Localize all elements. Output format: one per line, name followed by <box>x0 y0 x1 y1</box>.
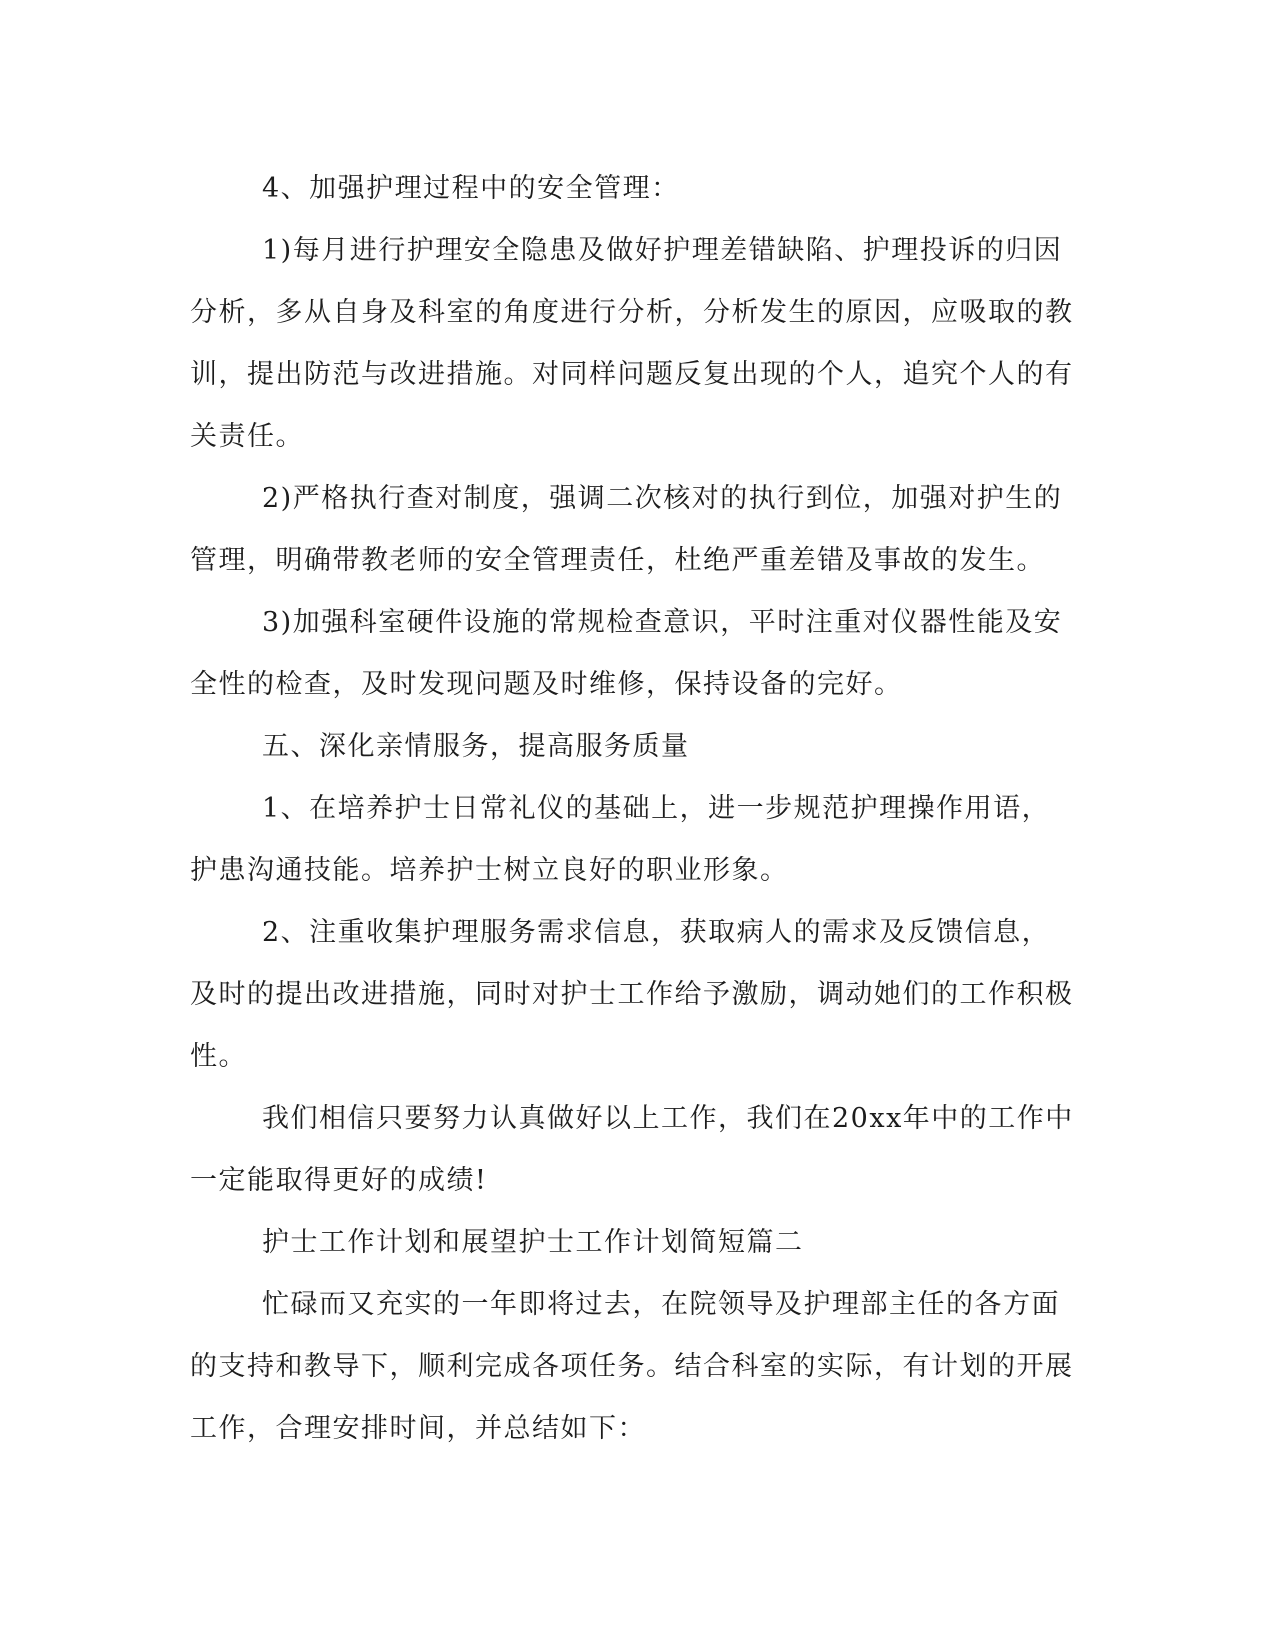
paragraph-section-five-heading: 五、深化亲情服务，提高服务质量 <box>262 731 690 762</box>
paragraph-conclusion: 我们相信只要努力认真做好以上工作，我们在20xx年中的工作中一定能取得更好的成绩! <box>190 1103 1074 1196</box>
paragraph-service-item-1: 1、在培养护士日常礼仪的基础上，进一步规范护理操作用语，护患沟通技能。培养护士树立良好的职业形象。 <box>190 793 1051 886</box>
document-body <box>190 158 1075 1460</box>
paragraph-safety-item-2: 2)严格执行查对制度，强调二次核对的执行到位，加强对护生的管理，明确带教老师的安全管理责任，杜绝严重差错及事故的发生。 <box>190 483 1063 576</box>
paragraph-safety-item-3: 3)加强科室硬件设施的常规检查意识，平时注重对仪器性能及安全性的检查，及时发现问题及时维修，保持设备的完好。 <box>190 607 1063 700</box>
paragraph-safety-item-1: 1)每月进行护理安全隐患及做好护理差错缺陷、护理投诉的归因分析，多从自身及科室的角度进行分析，分析发生的原因，应吸取的教训，提出防范与改进措施。对同样问题反复出现的个人，追究个人的有关责任。 <box>190 235 1074 452</box>
paragraph-service-item-2: 2、注重收集护理服务需求信息，获取病人的需求及反馈信息，及时的提出改进措施，同时对护士工作给予激励，调动她们的工作积极性。 <box>190 917 1074 1072</box>
paragraph-part-two-intro: 忙碌而又充实的一年即将过去，在院领导及护理部主任的各方面的支持和教导下，顺利完成各项任务。结合科室的实际，有计划的开展工作，合理安排时间，并总结如下： <box>190 1289 1074 1444</box>
paragraph-safety-management-heading: 4、加强护理过程中的安全管理： <box>262 173 680 204</box>
paragraph-part-two-title: 护士工作计划和展望护士工作计划简短篇二 <box>262 1227 804 1258</box>
